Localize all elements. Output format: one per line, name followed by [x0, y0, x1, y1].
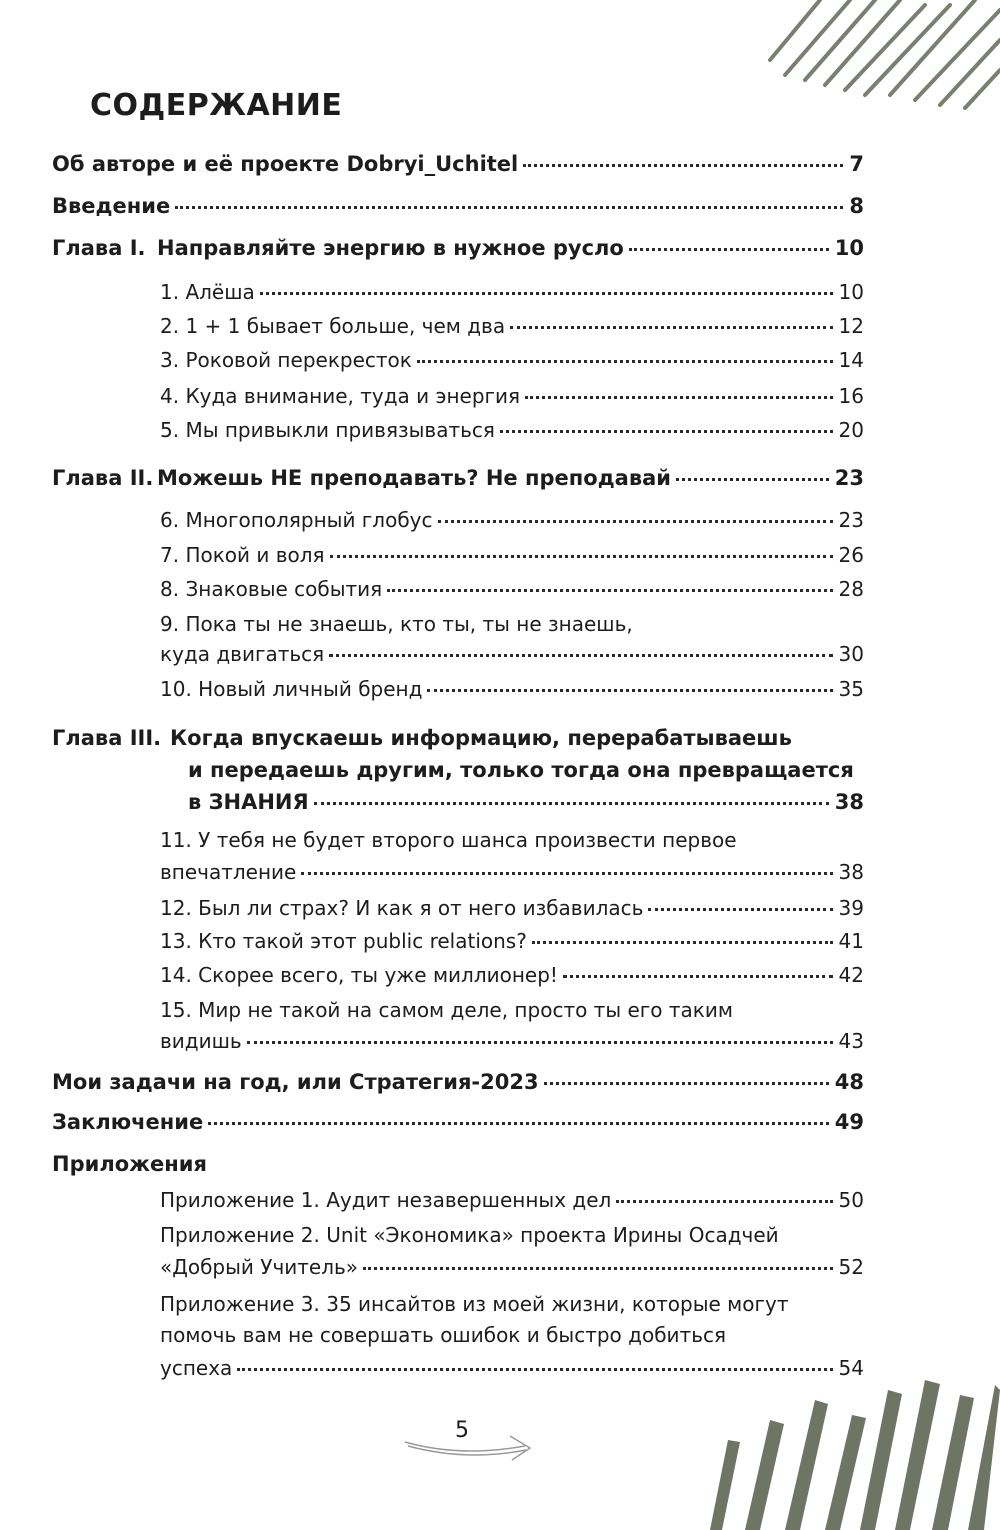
toc-section[interactable]: [160, 280, 864, 304]
toc-section[interactable]: [160, 642, 864, 666]
dot-leader: [329, 654, 832, 657]
toc-entry-title: 5. Мы привыкли привязываться: [160, 418, 495, 442]
toc-page-number: 26: [838, 543, 864, 567]
toc-chapter-2[interactable]: [52, 466, 864, 490]
toc-entry-title: Введение: [52, 194, 171, 218]
toc-appendix-line[interactable]: Приложение 2. Unit «Экономика» проекта Ирины Осадчей: [160, 1223, 779, 1247]
dot-leader: [330, 555, 833, 558]
toc-page-number: 16: [838, 384, 864, 408]
toc-section[interactable]: [160, 384, 864, 408]
toc-page-number: 12: [838, 314, 864, 338]
toc-page-number: 7: [849, 152, 864, 176]
dot-leader: [525, 396, 832, 399]
dot-leader: [544, 1082, 829, 1085]
toc-entry-title: куда двигаться: [160, 642, 325, 666]
toc-page-number: 42: [838, 963, 864, 987]
toc-page-number: 41: [838, 929, 864, 953]
toc-entry-title: Когда впускаешь информацию, перерабатываешь: [170, 726, 792, 750]
toc-entry-tasks[interactable]: [52, 1070, 864, 1094]
dot-leader: [676, 478, 829, 481]
toc-entry-title: в ЗНАНИЯ: [188, 790, 309, 814]
toc-entry-title: Направляйте энергию в нужное русло: [157, 236, 624, 260]
toc-entry-title: 7. Покой и воля: [160, 543, 325, 567]
dot-leader: [563, 975, 833, 978]
toc-page-number: 28: [838, 577, 864, 601]
toc-appendix-line[interactable]: Приложение 3. 35 инсайтов из моей жизни, которые могут: [160, 1292, 789, 1316]
toc-page-number: 23: [834, 466, 864, 490]
dot-leader: [387, 589, 832, 592]
dot-leader: [175, 206, 843, 209]
toc-section[interactable]: [160, 1029, 864, 1053]
toc-page-number: 8: [849, 194, 864, 218]
chapter-label: Глава III.: [52, 726, 162, 750]
toc-entry-title: Мои задачи на год, или Стратегия-2023: [52, 1070, 539, 1094]
chapter-label: Глава I.: [52, 236, 146, 260]
toc-section[interactable]: [160, 929, 864, 953]
decorative-strokes-bottom: [570, 1360, 1000, 1530]
dot-leader: [427, 689, 832, 692]
toc-page-number: 38: [834, 790, 864, 814]
dot-leader: [438, 520, 833, 523]
toc-entry-title: 8. Знаковые события: [160, 577, 383, 601]
toc-section-line[interactable]: 11. У тебя не будет второго шанса произвести первое: [160, 828, 737, 852]
toc-section[interactable]: [160, 543, 864, 567]
toc-page-number: 39: [838, 896, 864, 920]
dot-leader: [363, 1267, 833, 1270]
dot-leader: [500, 430, 833, 433]
toc-entry-title: Об авторе и её проекте Dobryi_Uchitel: [52, 152, 519, 176]
toc-page-number: 43: [838, 1029, 864, 1053]
toc-section-line[interactable]: 15. Мир не такой на самом деле, просто ты его таким: [160, 998, 733, 1022]
toc-page-number: 48: [834, 1070, 864, 1094]
toc-page-number: 23: [838, 508, 864, 532]
toc-entry-title: видишь: [160, 1029, 242, 1053]
dot-leader: [648, 908, 832, 911]
toc-entry-title: Приложение 1. Аудит незавершенных дел: [160, 1188, 612, 1212]
toc-section[interactable]: [160, 418, 864, 442]
page-title: СОДЕРЖАНИЕ: [90, 88, 343, 123]
dot-leader: [260, 292, 833, 295]
toc-entry-title: 12. Был ли страх? И как я от него избавилась: [160, 896, 644, 920]
toc-page-number: 10: [838, 280, 864, 304]
toc-page-number: 14: [838, 348, 864, 372]
toc-section[interactable]: [160, 896, 864, 920]
toc-page-number: 49: [834, 1110, 864, 1134]
dot-leader: [532, 941, 833, 944]
chapter-label: Глава II.: [52, 466, 154, 490]
toc-entry-appendices[interactable]: Приложения: [52, 1152, 207, 1176]
dot-leader: [301, 872, 832, 875]
toc-chapter-line[interactable]: и передаешь другим, только тогда она превращается: [188, 758, 854, 782]
decorative-strokes-top: [750, 0, 1000, 110]
toc-entry-title: 1. Алёша: [160, 280, 255, 304]
toc-page-number: 35: [838, 677, 864, 701]
toc-entry-title: 4. Куда внимание, туда и энергия: [160, 384, 521, 408]
toc-page-number: 52: [838, 1255, 864, 1279]
toc-entry-title: 2. 1 + 1 бывает больше, чем два: [160, 314, 506, 338]
toc-page-number: 10: [834, 236, 864, 260]
toc-appendix[interactable]: [160, 1356, 864, 1380]
toc-section[interactable]: [160, 963, 864, 987]
toc-section[interactable]: [160, 508, 864, 532]
toc-chapter-1[interactable]: [52, 236, 864, 260]
toc-entry-title: Можешь НЕ преподавать? Не преподавай: [157, 466, 671, 490]
dot-leader: [208, 1122, 829, 1125]
toc-section[interactable]: [160, 314, 864, 338]
dot-leader: [247, 1041, 833, 1044]
toc-section-line[interactable]: 9. Пока ты не знаешь, кто ты, ты не знаешь,: [160, 612, 633, 636]
page-number: 5: [455, 1418, 469, 1443]
arrow-doodle-icon: [400, 1430, 540, 1470]
toc-entry-intro[interactable]: [52, 194, 864, 218]
toc-section[interactable]: [160, 577, 864, 601]
toc-page-number: 54: [838, 1356, 864, 1380]
toc-page-number: 20: [838, 418, 864, 442]
toc-entry-title: Заключение: [52, 1110, 204, 1134]
dot-leader: [417, 360, 833, 363]
toc-entry-title: успеха: [160, 1356, 233, 1380]
toc-section[interactable]: [160, 348, 864, 372]
toc-entry-conclusion[interactable]: [52, 1110, 864, 1134]
toc-entry-title: 10. Новый личный бренд: [160, 677, 423, 701]
toc-entry-title: 13. Кто такой этот public relations?: [160, 929, 527, 953]
toc-entry-title: 3. Роковой перекресток: [160, 348, 412, 372]
toc-chapter-3[interactable]: [52, 726, 792, 750]
dot-leader: [510, 326, 832, 329]
dot-leader: [629, 248, 829, 251]
dot-leader: [616, 1200, 832, 1203]
toc-entry-title: 14. Скорее всего, ты уже миллионер!: [160, 963, 558, 987]
toc-page-number: 30: [838, 642, 864, 666]
toc-section[interactable]: [160, 860, 864, 884]
dot-leader: [314, 802, 829, 805]
dot-leader: [523, 164, 843, 167]
toc-appendix[interactable]: [160, 1255, 864, 1279]
toc-page-number: 38: [838, 860, 864, 884]
toc-entry-title: 6. Многополярный глобус: [160, 508, 433, 532]
toc-entry-about[interactable]: [52, 152, 864, 176]
toc-appendix[interactable]: [160, 1188, 864, 1212]
toc-entry-title: «Добрый Учитель»: [160, 1255, 359, 1279]
toc-page-number: 50: [838, 1188, 864, 1212]
toc-entry-title: впечатление: [160, 860, 297, 884]
toc-chapter-line[interactable]: [188, 790, 864, 814]
toc-appendix-line[interactable]: помочь вам не совершать ошибок и быстро добиться: [160, 1323, 727, 1347]
dot-leader: [237, 1368, 832, 1371]
toc-section[interactable]: [160, 677, 864, 701]
